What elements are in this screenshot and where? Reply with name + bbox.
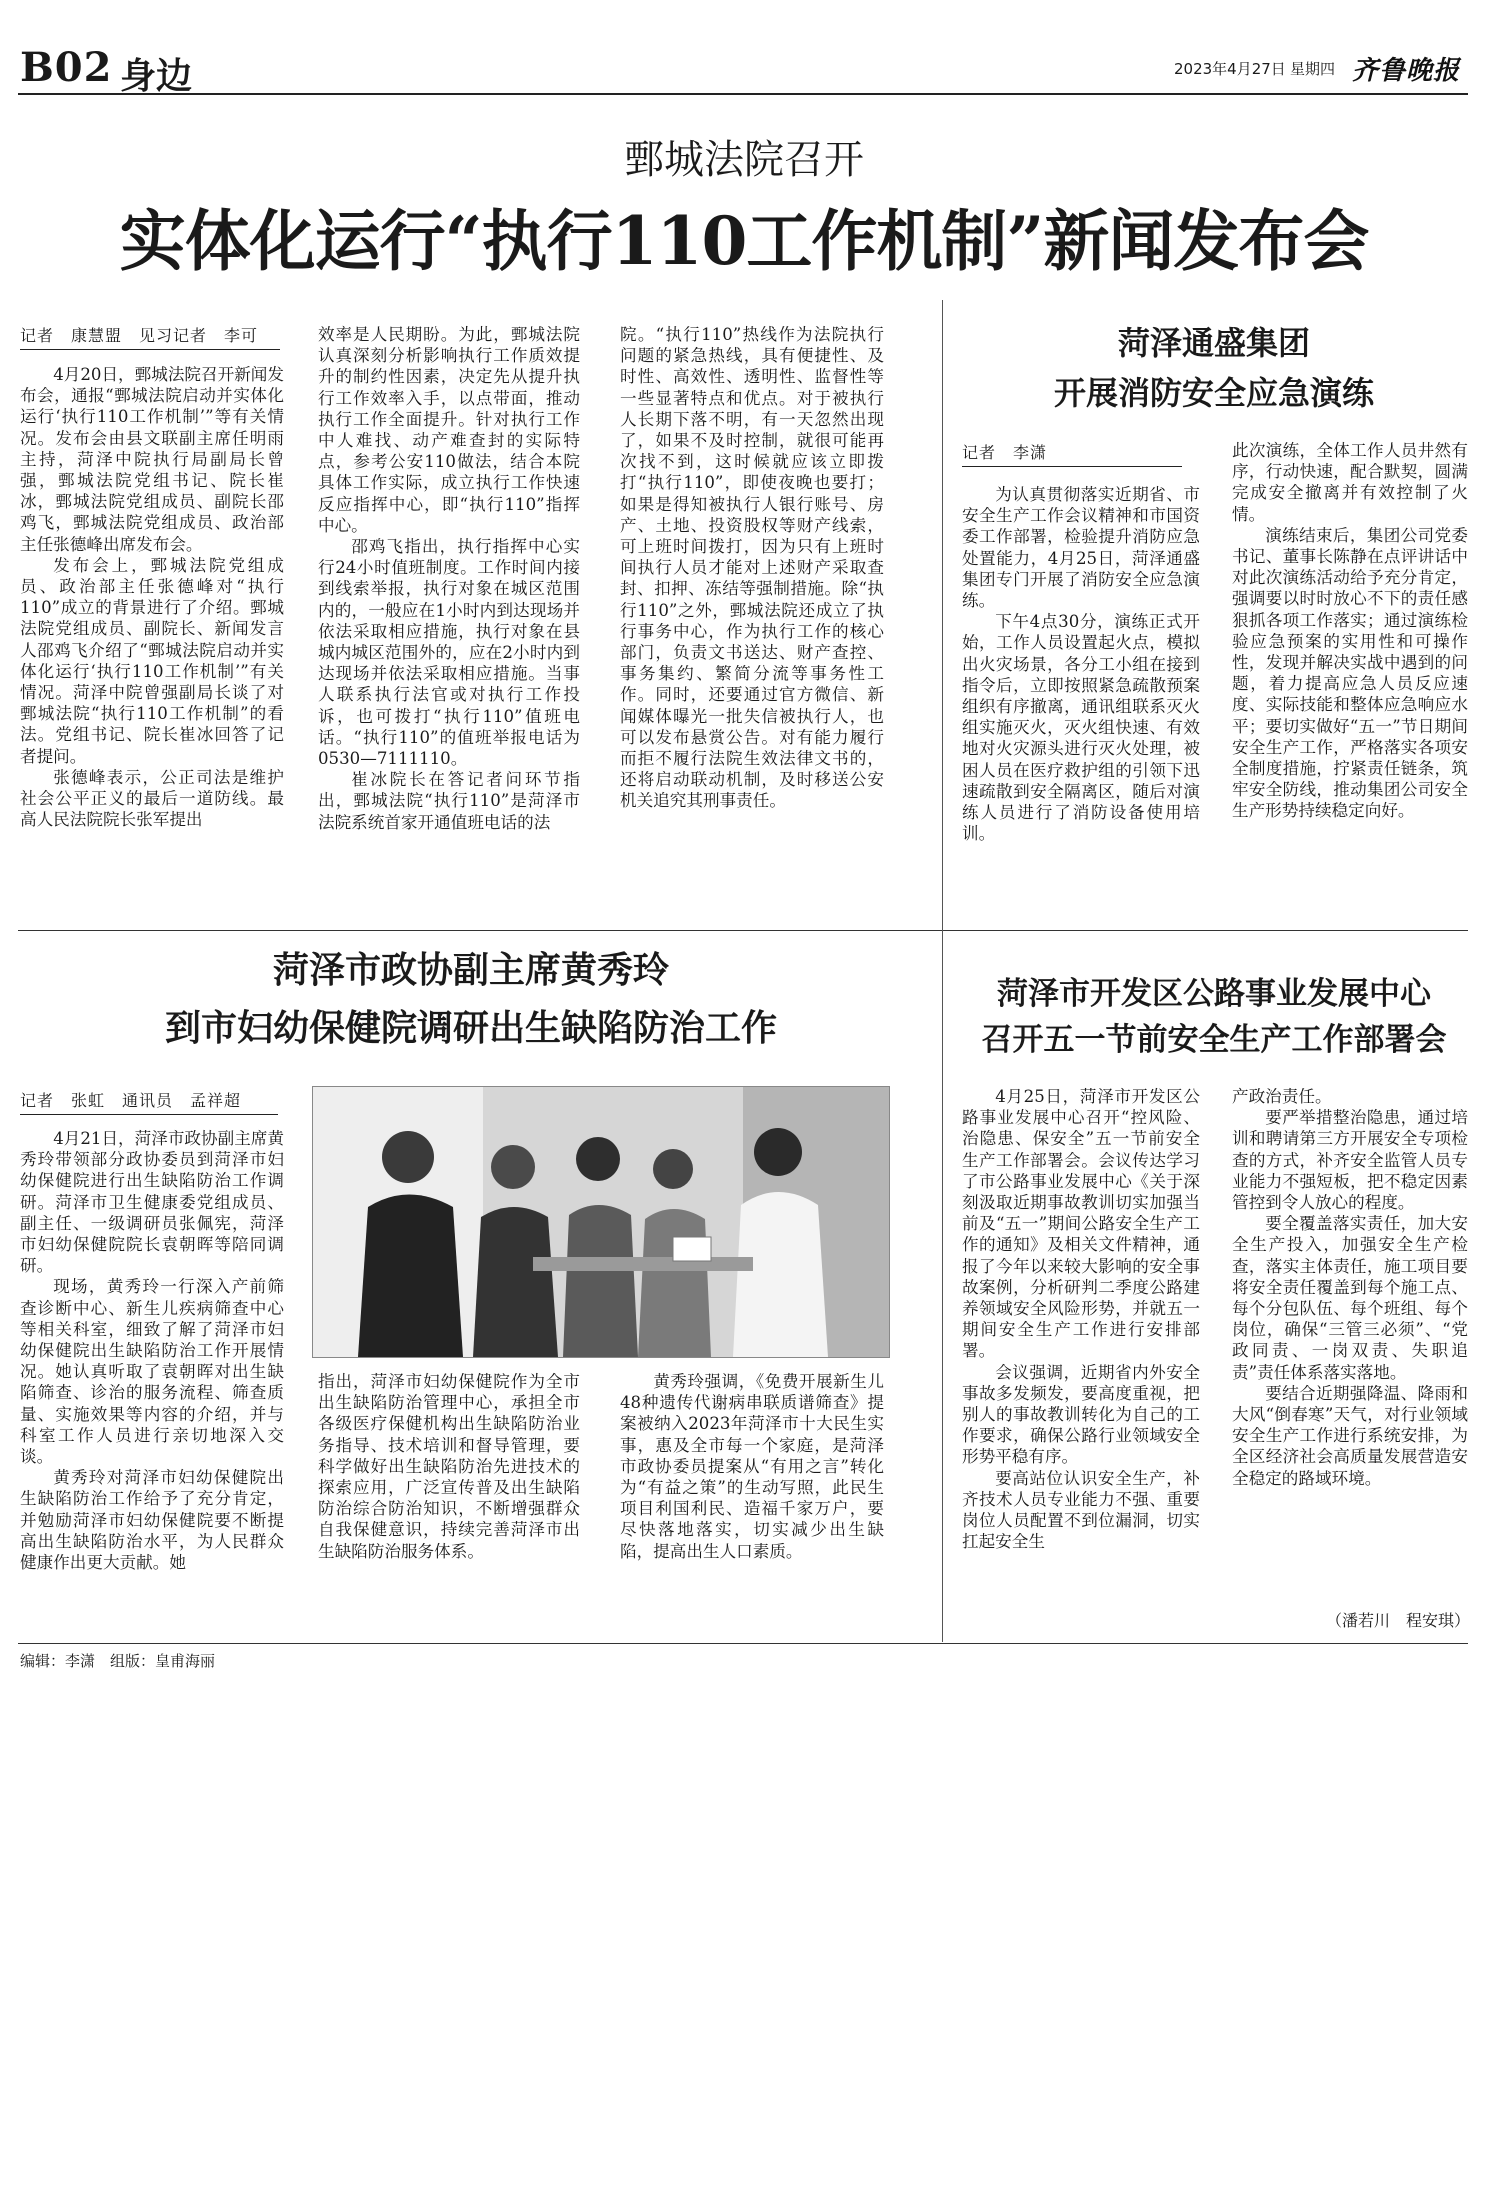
section-name: 身边: [120, 55, 193, 97]
story4-col2: [1232, 1086, 1468, 1489]
story4-col1: [962, 1086, 1200, 1552]
story4-col1-para: 会议强调，近期省内外安全事故多发频发，要高度重视，把别人的事故教训转化为自己的工作要求，确保公路行业领域安全形势平稳有序。: [962, 1362, 1200, 1467]
story2-headline-1: 菏泽通盛集团: [1117, 324, 1310, 362]
issue-weekday: 星期四: [1290, 60, 1336, 78]
story4-col2-para: 要结合近期强降温、降雨和大风“倒春寒”天气，对行业领域安全生产工作进行系统安排，为全区经济社会高质量发展营造安全稳定的路域环境。: [1232, 1383, 1468, 1488]
story1-col1-para: 4月20日，鄄城法院召开新闻发布会，通报“鄄城法院启动并实体化运行‘执行110工作机制’”等有关情况。发布会由县文联副主席任明雨主持，菏泽中院执行局副局长曾强，鄄城法院党组书记、院长崔冰，鄄城法院党组成员、副院长邵鸡飞，鄄城法院党组成员、政治部主任张德峰出席发布会。: [20, 365, 284, 554]
story4-headline-2: 召开五一节前安全生产工作部署会: [981, 1022, 1447, 1058]
story3-headline-2: 到市妇幼保健院调研出生缺陷防治工作: [164, 1007, 777, 1049]
news-photo-illustration: [313, 1087, 889, 1357]
story1-col2-para: 邵鸡飞指出，执行指挥中心实行24小时值班制度。工作时间内接到线索举报，执行对象在城区范围内的，一般应在1小时内到达现场并依法采取相应措施，执行对象在县城内城区范围外的，应在2小时内到达现场并依法采取相应措施。当事人联系执行法官或对执行工作投诉，也可拨打“执行110”值班电话。“执行110”的值班举报电话为0530—7111110。: [318, 537, 580, 769]
story1-kicker: 鄄城法院召开: [624, 137, 864, 183]
story4-col1-para: 要高站位认识安全生产，补齐技术人员专业能力不强、重要岗位人员配置不到位漏洞，切实扛起安全生: [962, 1468, 1200, 1552]
story3-col3: [620, 1371, 884, 1562]
header-rule: [18, 93, 1468, 95]
story2-col1-para: 为认真贯彻落实近期省、市安全生产工作会议精神和市国资委工作部署，检验提升消防应急处置能力，4月25日，菏泽通盛集团专门开展了消防安全应急演练。: [962, 485, 1200, 611]
story3-col1-para: 黄秀玲对菏泽市妇幼保健院出生缺陷防治工作给予了充分肯定，并勉励菏泽市妇幼保健院要不断提高出生缺陷防治水平，为人民群众健康作出更大贡献。她: [20, 1468, 284, 1573]
story2-col2-para: 演练结束后，集团公司党委书记、董事长陈静在点评讲话中对此次演练活动给予充分肯定，强调要以时时放心不下的责任感狠抓各项工作落实；通过演练检验应急预案的实用性和可操作性，发现并解决实战中遇到的问题，着力提高应急人员反应速度、实际技能和整体应急响应水平；要切实做好“五一”节日期间安全生产工作，严格落实各项安全制度措施，拧紧责任链条，筑牢安全防线，推动集团公司安全生产形势持续稳定向好。: [1232, 525, 1468, 821]
story4-col2-para: 产政治责任。: [1232, 1087, 1332, 1106]
story2-col1: [962, 484, 1200, 844]
story4-col1-para: 4月25日，菏泽市开发区公路事业发展中心召开“控风险、治隐患、保安全”五一节前安全生产工作部署会。会议传达学习了市公路事业发展中心《关于深刻汲取近期事故教训切实加强当前及“五一”期间公路安全生产工作的通知》及相关文件精神，通报了今年以来较大影响的安全事故案例，分析研判二季度公路建养领域安全风险形势，并就五一期间安全生产工作进行安排部署。: [962, 1087, 1200, 1361]
story1-col2-para: 效率是人民期盼。为此，鄄城法院认真深刻分析影响执行工作质效提升的制约性因素，决定先从提升执行工作效率入手，以点带面，推动执行工作全面提升。针对执行工作中人难找、动产难查封的实际特点，参考公安110做法，结合本院具体工作实际，成立执行工作快速反应指挥中心，即“执行110”指挥中心。: [318, 325, 580, 535]
story2-col1-para: 下午4点30分，演练正式开始，工作人员设置起火点，模拟出火灾场景，各分工小组在接到指令后，立即按照紧急疏散预案组织有序撤离，通讯组联系灭火组实施灭火，灭火组快速、有效地对火灾源头进行灭火处理，被困人员在医疗救护组的引领下迅速疏散到安全隔离区，随后对演练人员进行了消防设备使用培训。: [962, 612, 1200, 844]
story2-headline-2: 开展消防安全应急演练: [1053, 374, 1374, 412]
story3-col1: [20, 1128, 284, 1573]
story3-col2-para: 指出，菏泽市妇幼保健院作为全市出生缺陷防治管理中心，承担全市各级医疗保健机构出生缺陷防治业务指导、技术培训和督导管理，要科学做好出生缺陷防治先进技术的探索应用，广泛宣传普及出生缺陷防治综合防治知识，不断增强群众自我保健意识，持续完善菏泽市出生缺陷防治服务体系。: [318, 1372, 580, 1561]
story2-col2: [1232, 440, 1468, 822]
story3-col3-para: 黄秀玲强调，《免费开展新生儿48种遗传代谢病串联质谱筛查》提案被纳入2023年菏泽市十大民生实事，惠及全市每一个家庭，是菏泽市政协委员提案从“有用之言”转化为“有益之策”的生动写照，此民生项目利国利民、造福千家万户，要尽快落地落实，切实减少出生缺陷，提高出生人口素质。: [620, 1372, 884, 1561]
story1-col1-para: 发布会上，鄄城法院党组成员、政治部主任张德峰对“执行110”成立的背景进行了介绍。鄄城法院党组成员、副院长、新闻发言人邵鸡飞介绍了“鄄城法院启动并实体化运行‘执行110工作机制’”有关情况。菏泽中院曾强副局长谈了对鄄城法院“执行110工作机制”的看法。党组书记、院长崔冰回答了记者提问。: [20, 555, 284, 766]
story3-col1-para: 4月21日，菏泽市政协副主席黄秀玲带领部分政协委员到菏泽市妇幼保健院进行出生缺陷防治工作调研。菏泽市卫生健康委党组成员、副主任、一级调研员张佩宪，菏泽市妇幼保健院院长袁朝晖等陪同调研。: [20, 1129, 284, 1276]
page-code: B02: [20, 44, 113, 91]
story3-headline-1: 菏泽市政协副主席黄秀玲: [272, 949, 669, 991]
story4-credit: （潘若川 程安琪）: [1325, 1611, 1470, 1630]
column-divider: [942, 930, 943, 1642]
story1-byline: 记者 康慧盟 见习记者 李可: [20, 323, 280, 350]
story1-col3-para: 院。“执行110”热线作为法院执行问题的紧急热线，具有便捷性、及时性、高效性、透明性、监督性等一些显著特点和优点。对于被执行人长期下落不明，有一天忽然出现了，如果不及时控制，就很可能再次找不到，这时候就应该立即拨打“执行110”，即使夜晚也要打；如果是得知被执行人银行账号、房产、土地、投资股权等财产线索，可上班时间拨打，因为只有上班时间执行人员才能对上述财产采取查封、扣押、冻结等强制措施。除“执行110”之外，鄄城法院还成立了执行事务中心，作为执行工作的核心部门，负责文书送达、财产查控、事务集约、繁简分流等事务性工作。同时，还要通过官方微信、新闻媒体曝光一批失信被执行人，也可以发布悬赏公告。对有能力履行而拒不履行法院生效法律文书的，还将启动联动机制，及时移送公安机关追究其刑事责任。: [620, 325, 884, 811]
story3-byline: 记者 张虹 通讯员 孟祥超: [20, 1088, 278, 1115]
story4-headline-1: 菏泽市开发区公路事业发展中心: [997, 976, 1431, 1012]
story1-col2: [318, 324, 580, 833]
story1-col3: [620, 324, 884, 812]
story4-col2-para: 要全覆盖落实责任，加大安全生产投入，加强安全生产检查，落实主体责任，施工项目要将安全责任覆盖到每个施工点、每个分包队伍、每个班组、每个岗位，确保“三管三必须”、“党政同责、一岗双责、失职追责”责任体系落实落地。: [1232, 1214, 1468, 1382]
story2-col2-para: 此次演练，全体工作人员井然有序，行动快速，配合默契，圆满完成安全撤离并有效控制了火情。: [1232, 441, 1468, 524]
story1-col1-para: 张德峰表示，公正司法是维护社会公平正义的最后一道防线。最高人民法院院长张军提出: [20, 767, 284, 830]
story1-col1: [20, 364, 284, 830]
story3-col2: [318, 1371, 580, 1562]
editor-credit: 编辑：李潇 组版：皇甫海丽: [20, 1652, 216, 1670]
news-photo: [312, 1086, 890, 1358]
footer-rule: [18, 1643, 1468, 1644]
story1-col2-para: 崔冰院长在答记者问环节指出，鄄城法院“执行110”是菏泽市法院系统首家开通值班电话的法: [318, 770, 580, 832]
issue-date: 2023年4月27日: [1174, 60, 1286, 78]
story3-col1-para: 现场，黄秀玲一行深入产前筛查诊断中心、新生儿疾病筛查中心等相关科室，细致了解了菏泽市妇幼保健院出生缺陷防治工作开展情况。她认真听取了袁朝晖对出生缺陷筛查、诊治的服务流程、筛查质量、实施效果等内容的介绍，并与科室工作人员进行亲切地深入交谈。: [20, 1277, 284, 1467]
story-separator: [18, 930, 1468, 931]
story2-byline: 记者 李潇: [962, 440, 1182, 467]
paper-logo: 齐鲁晚报: [1352, 56, 1461, 86]
story1-headline: 实体化运行“执行110工作机制”新闻发布会: [119, 202, 1369, 280]
column-divider: [942, 300, 943, 930]
story4-col2-para: 要严举措整治隐患，通过培训和聘请第三方开展安全专项检查的方式，补齐安全监管人员专业能力不强短板，把不稳定因素管控到令人放心的程度。: [1232, 1108, 1468, 1213]
